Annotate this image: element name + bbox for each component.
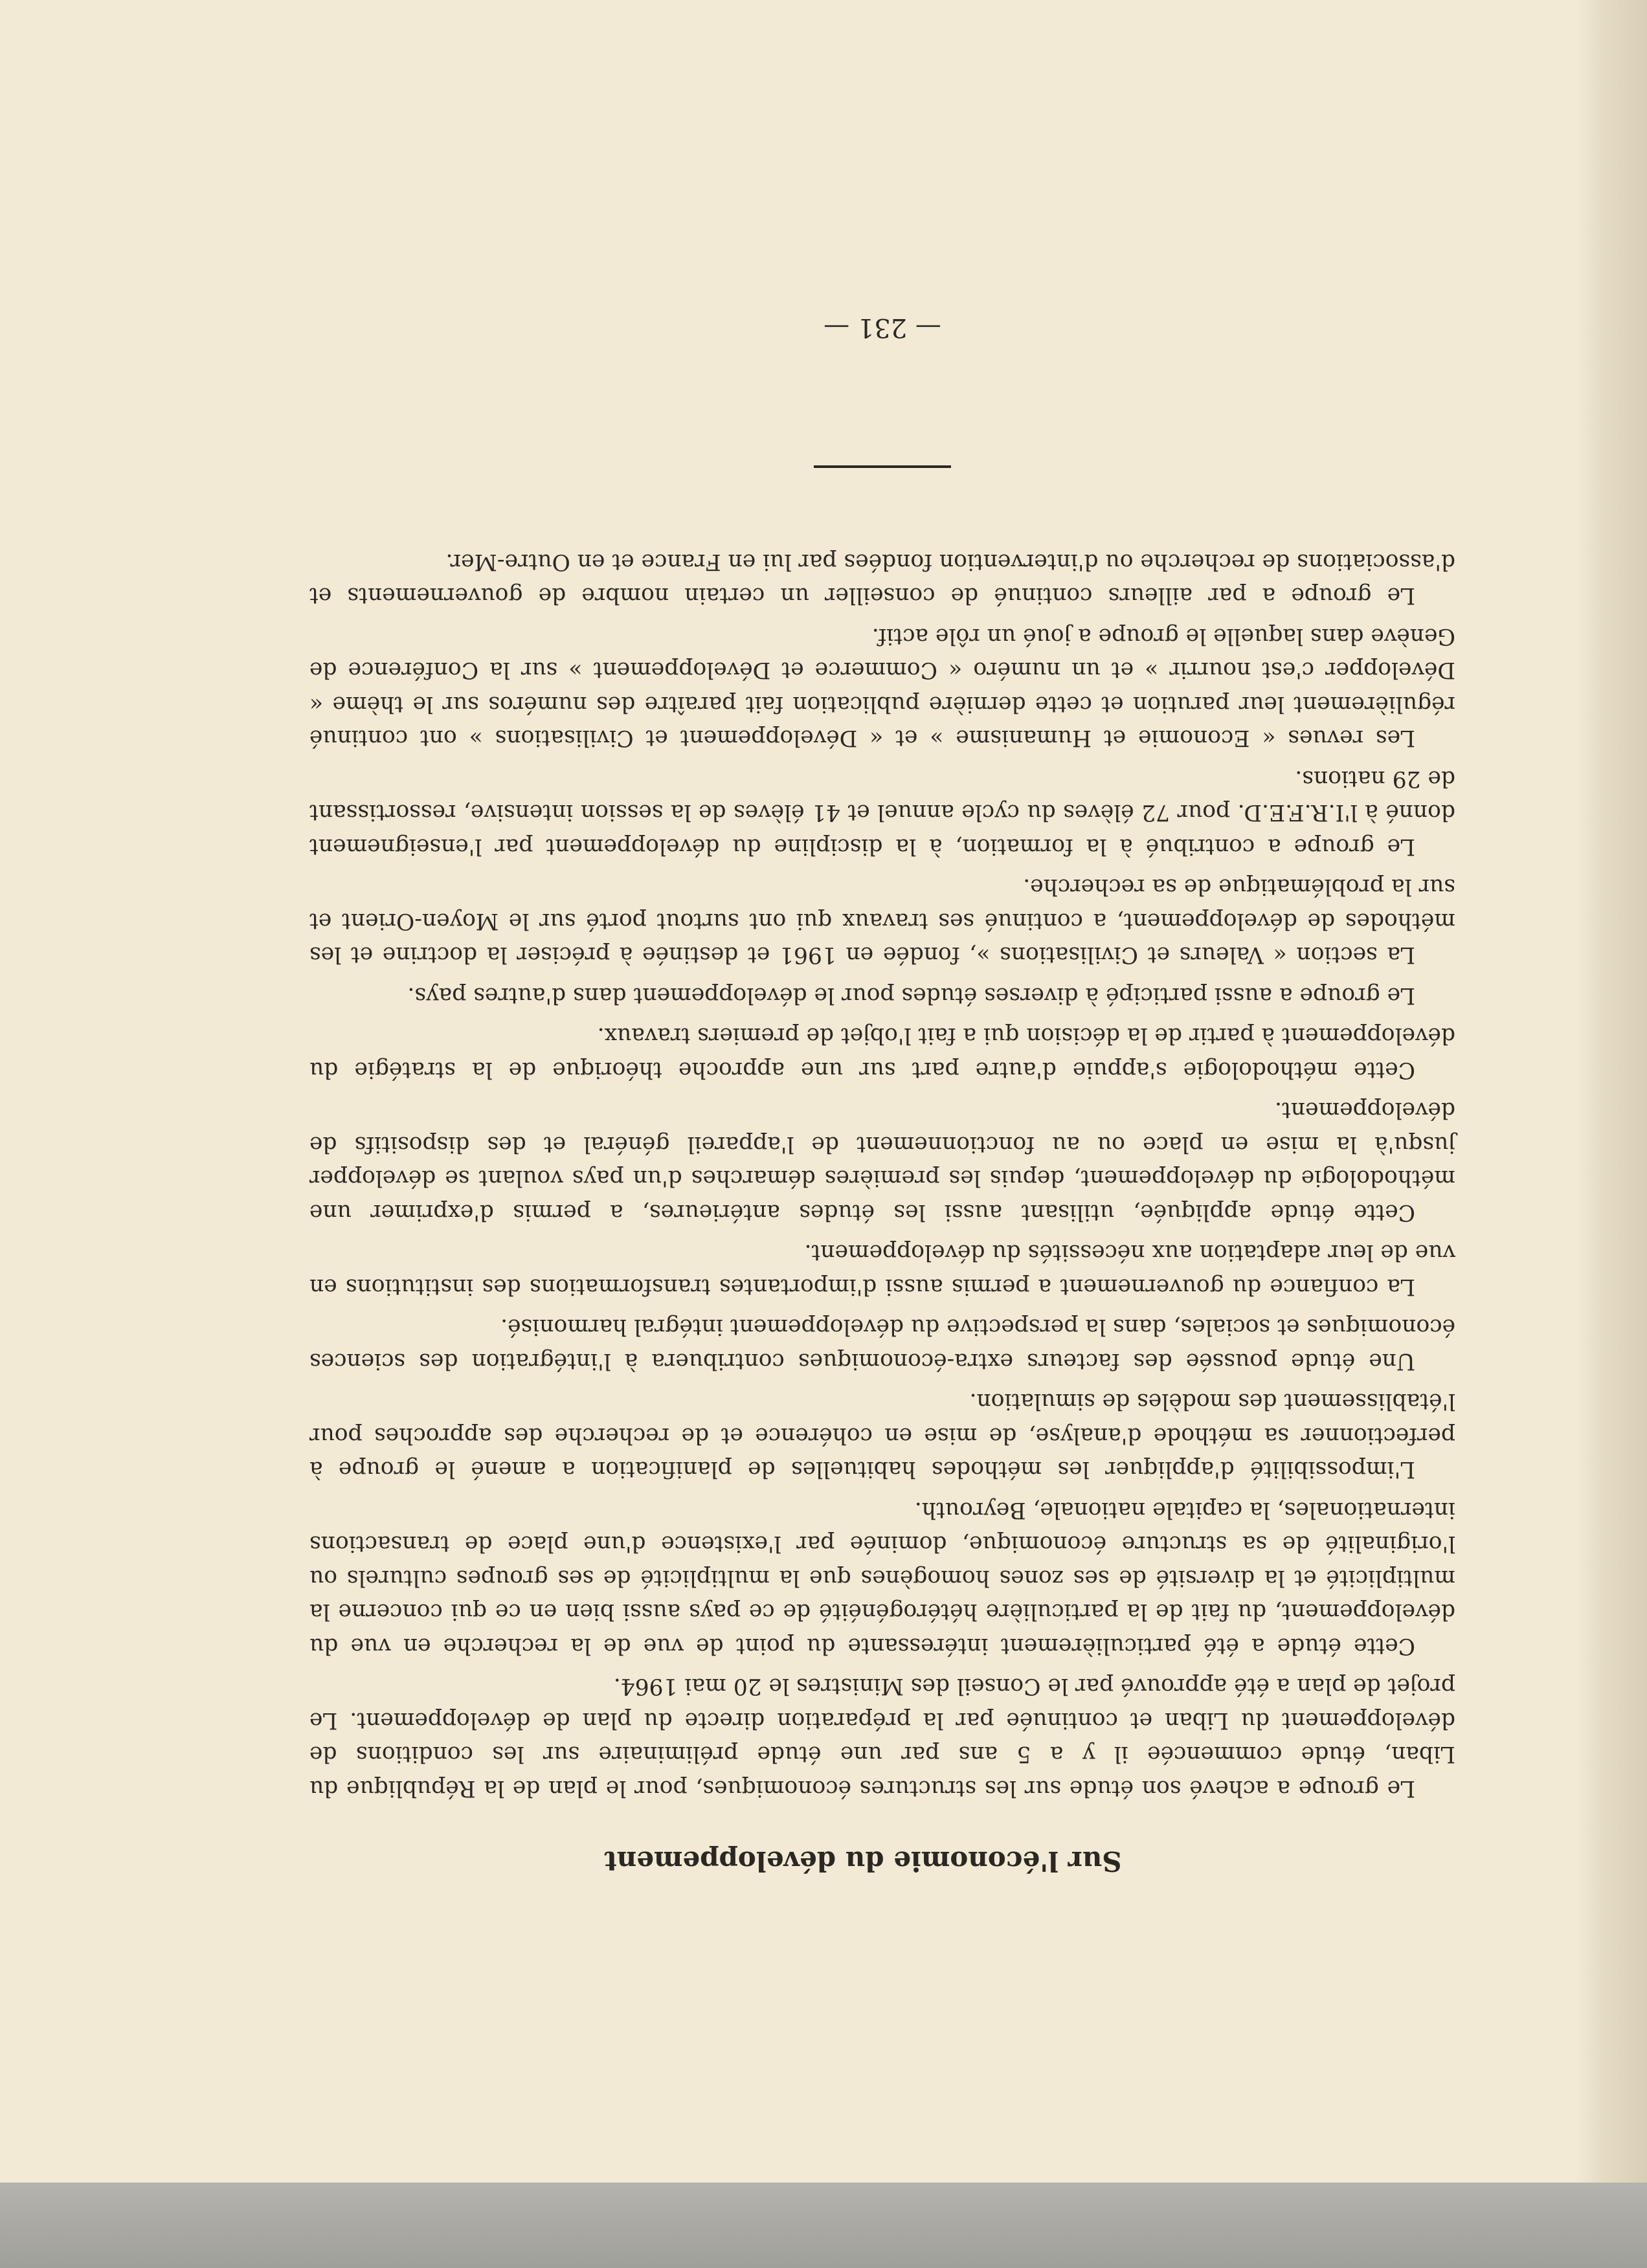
paragraph: L'impossibilité d'appliquer les méthodes habituelles de planification a amené le groupe à perfectionner sa méthode d'analyse, de mise en cohérence et de recherche des approches pour l'établissement des modèles de simulation. [309, 1388, 1455, 1483]
paragraph: Le groupe a aussi participé à diverses études pour le développement dans d'autres pays. [407, 983, 1415, 1008]
paragraph: Une étude poussée des facteurs extra-économiques contribuera à l'intégration des sciences économiques et sociales, dans la perspective du développement intégral harmonisé. [309, 1314, 1455, 1374]
paragraph: Les revues « Economie et Humanisme » et « Développement et Civilisations » ont continué régulièrement leur parution et cette dernière publication fait paraître des numéros sur le thème « Développer c'est nourrir » et un numéro « Commerce et Développement » sur la Conférence de Genève dans laquelle le groupe a joué un rôle actif. [309, 623, 1455, 751]
paragraph: Le groupe a achevé son étude sur les structures économiques, pour le plan de la République du Liban, étude commencée il y a 5 ans par une étude préliminaire sur les conditions de développement du Liban et continuée par la préparation directe du plan de développement. Le projet de plan a été approuvé par le Conseil des Ministres le 20 mai 1964. [309, 1673, 1455, 1801]
paragraph: Le groupe a contribué à la formation, à la discipline du développement par l'enseignement donné à l'I.R.F.E.D. pour 72 élèves du cycle annuel et 41 élèves de la session intensive, ressortissant de 29 nations. [309, 766, 1455, 860]
scanner-background [0, 2183, 1647, 2268]
paragraph: La confiance du gouvernement a permis aussi d'importantes transformations des institutions en vue de leur adaptation aux nécessités du développement. [309, 1240, 1455, 1300]
page-content-upside-down [309, 214, 1455, 1877]
section-title: Sur l'économie du développement [604, 1845, 1122, 1877]
page-number: — 231 — [824, 313, 941, 343]
paragraph: La section « Valeurs et Civilisations », fondée en 1961 et destinée à préciser la doctrine et les méthodes de développement, a continué ses travaux qui ont surtout porté sur le Moyen-Orient et sur la problématique de sa recherche. [309, 874, 1455, 968]
paragraph: Cette étude appliquée, utilisant aussi les études antérieures, a permis d'exprimer une méthodologie du développement, depuis les premières démarches d'un pays voulant se développer jusqu'à la mise en place ou au fonctionnement de l'appareil général et des dispositifs de développement. [309, 1097, 1455, 1225]
paragraph: Cette étude a été particulièrement intéressante du point de vue de la recherche en vue du développement, du fait de la particulière hétérogénéité de ce pays aussi bien en ce qui concerne la multiplicité et la diversité de ses zones homogènes que la multiplicité de ses groupes culturels ou l'originalité de sa structure économique, dominée par l'existence d'une place de transactions internationales, la capitale nationale, Beyrouth. [309, 1497, 1455, 1659]
paragraph: Le groupe a par ailleurs continué de conseiller un certain nombre de gouvernements et d'associations de recherche ou d'intervention fondées par lui en France et en Outre-Mer. [309, 549, 1455, 609]
page-edge-shadow [1576, 0, 1647, 2183]
separator-rule [814, 466, 951, 469]
paragraph: Cette méthodologie s'appuie d'autre part sur une approche théorique de la stratégie du développement à partir de la décision qui a fait l'objet de premiers travaux. [309, 1023, 1455, 1083]
